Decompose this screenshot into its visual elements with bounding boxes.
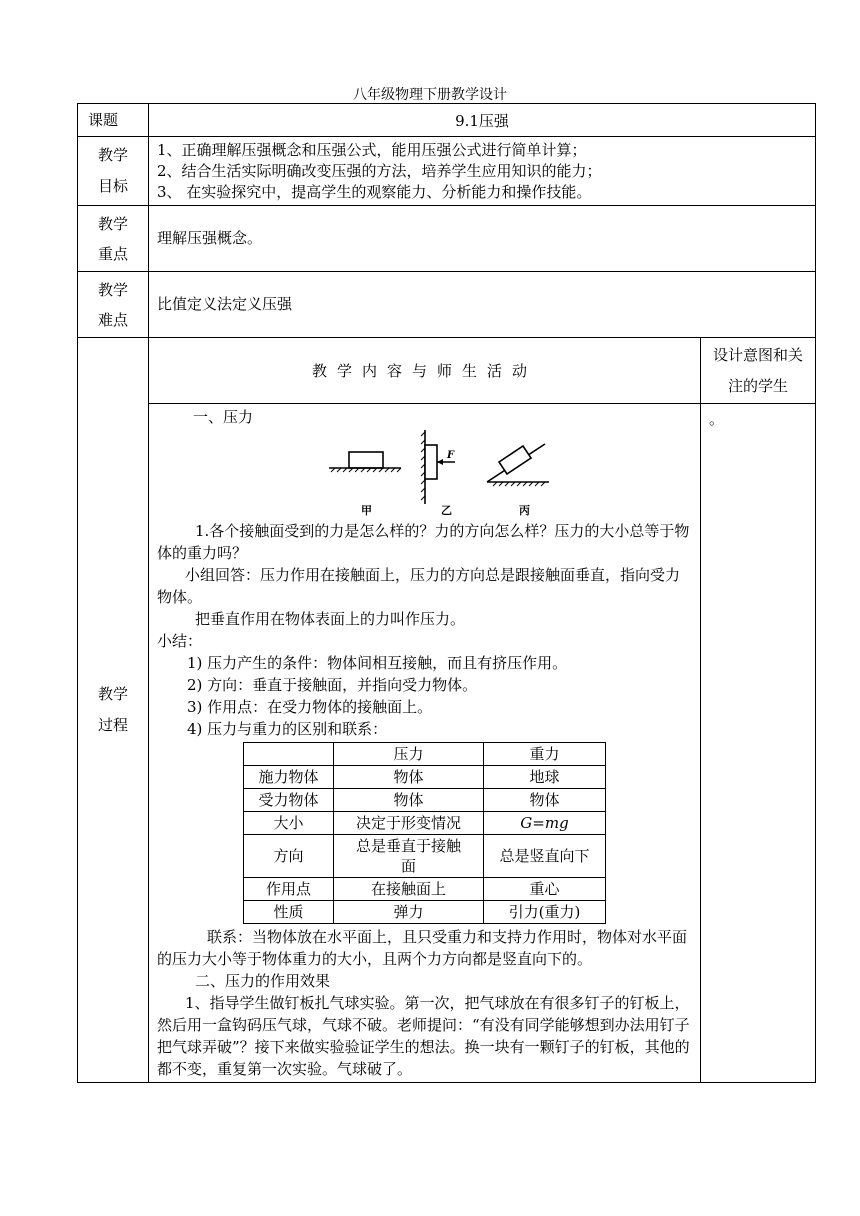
key-point-value: 理解压强概念。: [149, 206, 816, 272]
table-row: [244, 835, 606, 878]
summary-label: 小结：: [157, 632, 203, 650]
difficulty-value: 比值定义法定义压强: [149, 272, 816, 338]
comparison-header-cell: [244, 743, 334, 766]
table-cell: 地球: [484, 766, 606, 789]
table-row: [244, 789, 606, 812]
table-cell: 弹力: [334, 901, 484, 924]
table-cell: 方向: [244, 835, 334, 878]
content-header: 教学内容与师生活动: [149, 338, 701, 404]
goal-item: 2、结合生活实际明确改变压强的方法，培养学生应用知识的能力；: [157, 161, 602, 180]
pressure-definition: 把垂直作用在物体表面上的力叫作压力。: [195, 610, 466, 628]
document-title: 八年级物理下册教学设计: [353, 87, 507, 103]
comparison-header-row: [244, 743, 606, 766]
question-1: 1.各个接触面受到的力是怎么样的？力的方向怎么样？压力的大小总等于物体的重力吗？: [157, 522, 690, 562]
topic-value: 9.1压强: [149, 104, 816, 137]
table-cell: 在接触面上: [334, 878, 484, 901]
table-cell: 物体: [484, 789, 606, 812]
group-answer: 小组回答：压力作用在接触面上，压力的方向总是跟接触面垂直，指向受力物体。: [157, 566, 681, 606]
table-cell: 作用点: [244, 878, 334, 901]
process-label: [78, 338, 149, 1083]
relation-text: 联系：当物体放在水平面上，且只受重力和支持力作用时，物体对水平面的压力大小等于物体重力的大小，且两个力方向都是竖直向下的。: [157, 928, 688, 968]
caption-jia: 甲: [361, 504, 372, 517]
difficulty-row: [78, 272, 816, 338]
summary-item: 3) 作用点：在受力物体的接触面上。: [187, 698, 433, 716]
table-row: [244, 812, 606, 835]
table-cell: 受力物体: [244, 789, 334, 812]
caption-yi: 乙: [441, 504, 452, 517]
goals-list: [149, 137, 816, 206]
comparison-header-cell: 压力: [334, 743, 484, 766]
topic-label: 课题: [78, 104, 149, 137]
table-cell: 引力(重力): [484, 901, 606, 924]
key-point-row: [78, 206, 816, 272]
pressure-figure: [157, 428, 692, 520]
block-on-wall-drawing: [421, 430, 455, 504]
table-cell: G=mg: [484, 812, 606, 835]
table-cell: 总是垂直于接触面: [334, 835, 484, 878]
table-row: [244, 878, 606, 901]
table-cell: 决定于形变情况: [334, 812, 484, 835]
goals-label-text: 教学目标: [97, 146, 128, 195]
process-header-row: [78, 338, 816, 404]
summary-item: 4) 压力与重力的区别和联系：: [187, 720, 388, 738]
goal-item: 3、 在实验探究中，提高学生的观察能力、分析能力和操作技能。: [157, 182, 592, 201]
design-header: [701, 338, 816, 404]
design-header-text: 设计意图和关注的学生: [713, 345, 804, 395]
table-cell: 大小: [244, 812, 334, 835]
goals-label: [78, 137, 149, 206]
key-point-label: [78, 206, 149, 272]
process-label-text: 教学过程: [97, 685, 128, 734]
table-cell: 物体: [334, 789, 484, 812]
pressure-diagram: [157, 428, 693, 520]
table-cell: 性质: [244, 901, 334, 924]
experiment-text: 1、指导学生做钉板扎气球实验。第一次，把气球放在有很多钉子的钉板上，然后用一盒钩码压气球，气球不破。老师提问：“有没有同学能够想到办法用钉子把气球弄破”？接下来做实验验证学生的想法。换一块有一颗钉子的钉板，其他的都不变，重复第一次实验。气球破了。: [157, 994, 690, 1078]
process-body-row: [78, 404, 816, 1083]
process-content: [149, 404, 701, 1083]
key-point-label-text: 教学重点: [97, 214, 128, 263]
section2-title: 二、压力的作用效果: [195, 972, 331, 990]
force-label: F: [447, 450, 455, 461]
block-on-floor-drawing: [329, 452, 401, 472]
difficulty-label-text: 教学难点: [97, 280, 128, 329]
goals-row: [78, 137, 816, 206]
section1-title: 一、压力: [193, 408, 254, 426]
comparison-header-cell: 重力: [484, 743, 606, 766]
table-row: [244, 766, 606, 789]
difficulty-label: [78, 272, 149, 338]
table-row: [244, 901, 606, 924]
summary-item: 1) 压力产生的条件：物体间相互接触，而且有挤压作用。: [187, 654, 568, 672]
lesson-plan-table: [77, 103, 816, 1083]
design-note: 。: [701, 404, 816, 1083]
goal-item: 1、正确理解压强概念和压强公式，能用压强公式进行简单计算；: [157, 140, 587, 159]
block-on-slope-drawing: [487, 444, 549, 486]
comparison-table: [243, 742, 606, 924]
table-cell: 重心: [484, 878, 606, 901]
topic-row: [78, 104, 816, 137]
caption-bing: 丙: [519, 504, 530, 517]
table-cell: 总是竖直向下: [484, 835, 606, 878]
table-cell: 施力物体: [244, 766, 334, 789]
table-cell: 物体: [334, 766, 484, 789]
summary-item: 2) 方向：垂直于接触面，并指向受力物体。: [187, 676, 478, 694]
